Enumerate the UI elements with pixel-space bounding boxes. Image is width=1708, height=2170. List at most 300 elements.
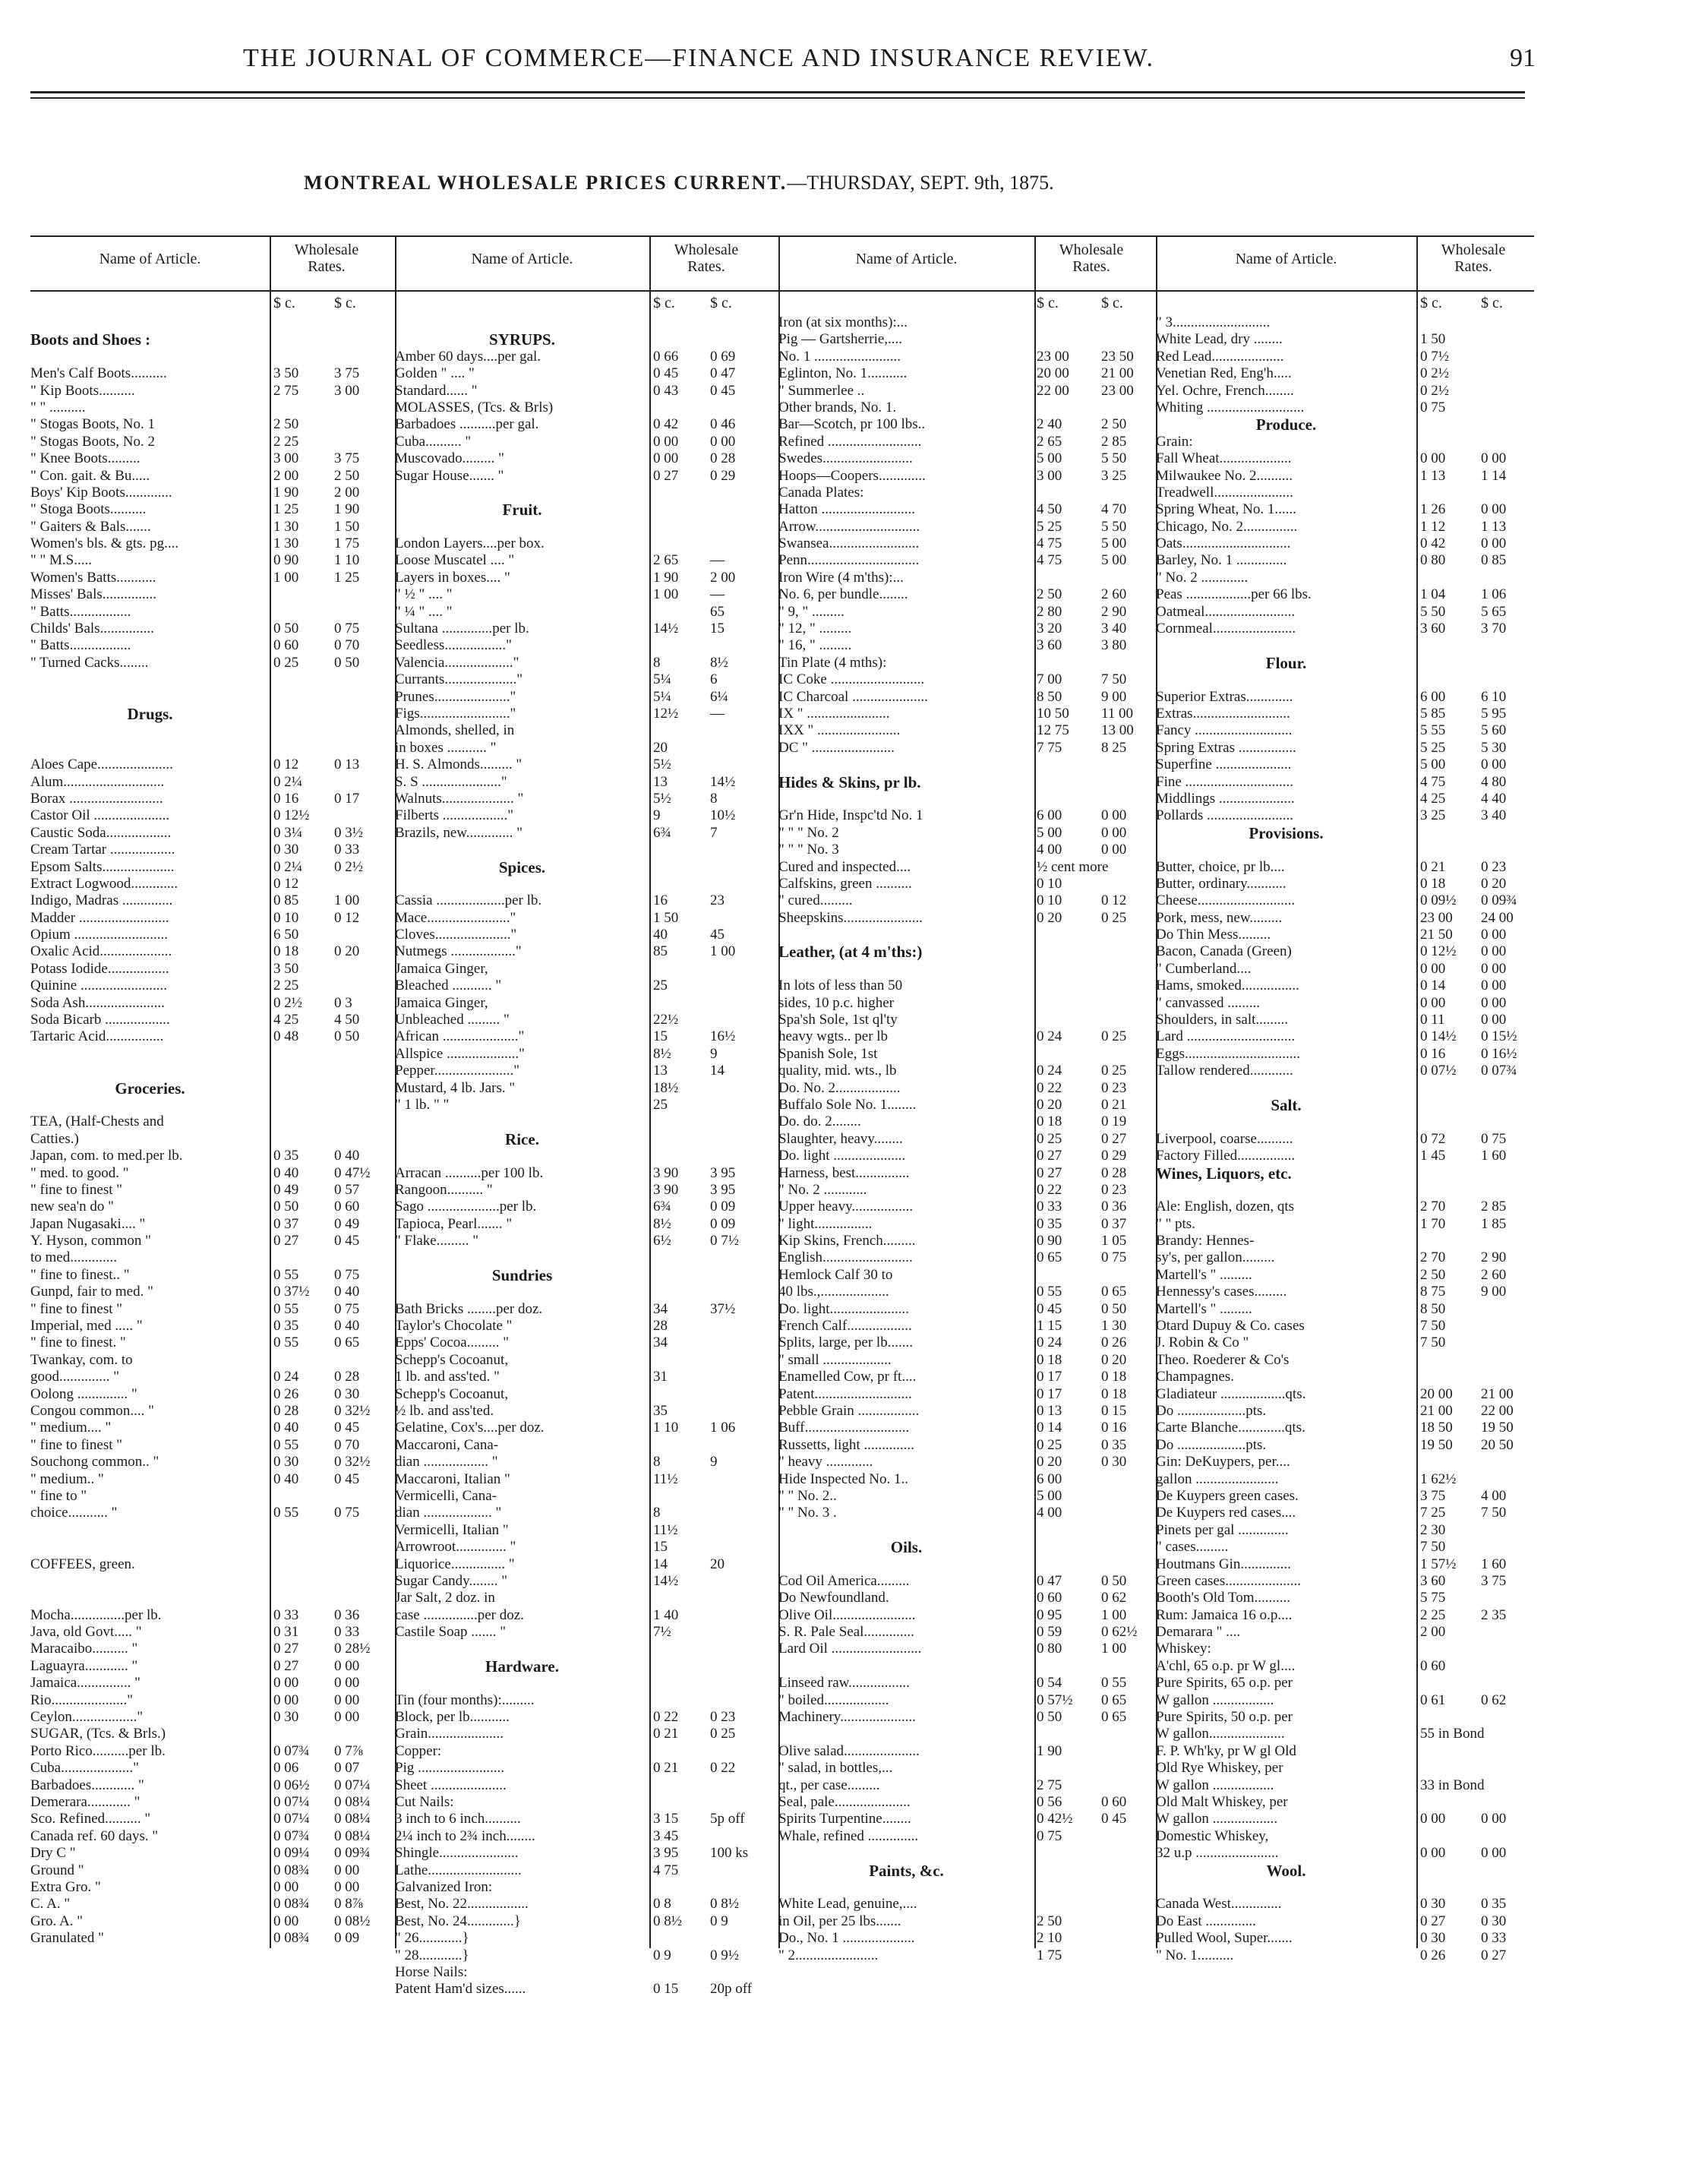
rate-low: 3 00 <box>273 450 299 467</box>
article-name: J. Robin & Co " <box>1156 1335 1249 1351</box>
rate-low: 4 75 <box>1037 535 1062 552</box>
article-name: Nutmegs .................." <box>395 943 522 960</box>
article-name: Iron (at six months):... <box>778 314 908 330</box>
rate-high: 0 50 <box>334 654 360 671</box>
rate-high: 1 00 <box>1101 1641 1127 1657</box>
rate-high: 0 37 <box>1101 1215 1127 1232</box>
article-name: Otard Dupuy & Co. cases <box>1156 1318 1305 1335</box>
article-name: Mocha...............per lb. <box>30 1606 162 1623</box>
article-name: Epps' Cocoa......... " <box>395 1335 509 1351</box>
article-name: No. 1 ........................ <box>778 348 901 365</box>
rate-high: 0 45 <box>710 382 736 399</box>
article-name: Tartaric Acid................ <box>30 1028 164 1045</box>
rate-low: 0 25 <box>1037 1436 1062 1453</box>
article-name: " " M.S..... <box>30 552 92 569</box>
article-name: " cured......... <box>778 892 853 909</box>
article-name: Schepp's Cocoanut, <box>395 1385 509 1402</box>
article-name: " 1 lb. " " <box>395 1096 450 1113</box>
rate-high: 0 15 <box>1101 1403 1127 1419</box>
article-name: Olive Oil....................... <box>778 1606 916 1623</box>
article-name: IC Coke .......................... <box>778 671 925 688</box>
article-name: Bath Bricks ........per doz. <box>395 1300 543 1317</box>
rate-low: 6 00 <box>1037 1470 1062 1487</box>
article-name: Castile Soap ....... " <box>395 1624 507 1641</box>
article-name: Dry C " <box>30 1845 76 1862</box>
rate-high: — <box>710 705 725 722</box>
rate-high: 0 00 <box>1101 807 1127 824</box>
rate-low: 0 00 <box>1420 960 1446 977</box>
rate-high: 9 00 <box>1481 1284 1507 1300</box>
rate-low: 7 00 <box>1037 671 1062 688</box>
article-name: " boiled.................. <box>778 1691 889 1708</box>
article-name: Martell's " ......... <box>1156 1300 1252 1317</box>
rate-high: 3 95 <box>710 1181 736 1198</box>
rate-low: 5 50 <box>1420 603 1446 620</box>
rate-low: 0 21 <box>1420 858 1446 875</box>
rate-high: 9 <box>710 1045 718 1062</box>
rate-high: 0 57 <box>334 1181 360 1198</box>
rate-high: 0 23 <box>1101 1079 1127 1096</box>
rate-low: 5 00 <box>1037 824 1062 841</box>
article-name: Amber 60 days....per gal. <box>395 348 541 365</box>
rate-low: 33 in Bond <box>1420 1777 1485 1793</box>
rate-high: 0 47 <box>710 365 736 382</box>
rate-high: 5 50 <box>1101 518 1127 535</box>
rate-low: 0 14 <box>1037 1420 1062 1436</box>
article-name: Laguayra............ " <box>30 1657 138 1674</box>
rate-high: 0 50 <box>1101 1300 1127 1317</box>
rate-high: 0 85 <box>1481 552 1507 569</box>
rate-low: 1 26 <box>1420 501 1446 518</box>
article-name: Sultana ..............per lb. <box>395 621 529 637</box>
rate-low: 5 00 <box>1037 450 1062 467</box>
article-name: Russetts, light .............. <box>778 1436 914 1453</box>
rate-low: 0 20 <box>1037 1096 1062 1113</box>
article-name: " " No. 3 . <box>778 1505 837 1521</box>
rate-low: 0 57½ <box>1037 1691 1073 1708</box>
rate-high: 0 45 <box>334 1470 360 1487</box>
page-number: 91 <box>1510 44 1536 72</box>
rate-low: 5¼ <box>653 688 671 705</box>
rate-low: 12 75 <box>1037 722 1069 739</box>
column-header-rates: Wholesale Rates. <box>294 242 359 275</box>
rate-low: 0 22 <box>653 1709 679 1726</box>
rate-low: 0 11 <box>1420 1012 1445 1028</box>
rate-low: 4 25 <box>1420 790 1446 807</box>
rate-low: 23 00 <box>1037 348 1069 365</box>
article-name: Spring Extras ................ <box>1156 739 1296 756</box>
rate-high: 0 19 <box>1101 1113 1127 1130</box>
rate-low: 0 18 <box>1037 1351 1062 1368</box>
article-name: Pollards ........................ <box>1156 807 1294 824</box>
rate-low: 0 15 <box>653 1981 679 1998</box>
rate-low: 0 42 <box>653 416 679 433</box>
rate-low: 11½ <box>653 1521 678 1538</box>
article-name: Linseed raw................. <box>778 1675 910 1691</box>
rate-low: 0 85 <box>273 892 299 909</box>
article-name: W gallon ................. <box>1156 1691 1274 1708</box>
article-name: good.............. " <box>30 1369 120 1385</box>
article-name: " 12, " ......... <box>778 621 852 637</box>
article-name: Gladiateur ..................qts. <box>1156 1385 1306 1402</box>
rate-high: 0 00 <box>1481 1012 1507 1028</box>
article-name: Cassia ...................per lb. <box>395 892 542 909</box>
article-name: Extract Logwood............. <box>30 875 178 892</box>
article-name: Pepper......................" <box>395 1063 519 1079</box>
rate-low: 0 31 <box>273 1624 299 1641</box>
rate-low: 0 75 <box>1037 1827 1062 1844</box>
rate-high: 0 07¼ <box>334 1777 371 1793</box>
rate-low: 0 50 <box>1037 1709 1062 1726</box>
rate-high: 8 <box>710 790 718 807</box>
rate-low: 0 3¼ <box>273 824 302 841</box>
article-name: Spices. <box>498 858 546 877</box>
rate-high: 0 50 <box>1101 1572 1127 1589</box>
article-name: Bacon, Canada (Green) <box>1156 943 1292 960</box>
rate-low: 35 <box>653 1403 668 1419</box>
rate-low: 7 25 <box>1420 1505 1446 1521</box>
rate-low: 0 00 <box>273 1691 299 1708</box>
article-name: C. A. " <box>30 1896 71 1913</box>
rate-high: 3 25 <box>1101 467 1127 484</box>
rate-low: 20 00 <box>1420 1385 1453 1402</box>
rate-high: 1 30 <box>1101 1318 1127 1335</box>
article-name: Cloves....................." <box>395 927 517 943</box>
rate-low: 3 60 <box>1420 621 1446 637</box>
rate-high: 0 00 <box>1481 1845 1507 1862</box>
rate-low: 8 <box>653 1505 661 1521</box>
article-name: Barbadoes ..........per gal. <box>395 416 539 433</box>
rate-low: 0 18 <box>1420 875 1446 892</box>
article-name: Refined .......................... <box>778 433 922 450</box>
rate-high: 0 75 <box>334 621 360 637</box>
rate-low: 0 30 <box>1420 1930 1446 1947</box>
article-name: Congou common.... " <box>30 1403 154 1419</box>
article-name: Filberts .................." <box>395 807 514 824</box>
rate-high: 0 17 <box>334 790 360 807</box>
rate-high: 1 85 <box>1481 1215 1507 1232</box>
article-name: Golden " .... " <box>395 365 475 382</box>
rate-high: 14 <box>710 1063 725 1079</box>
rate-low: 4 25 <box>273 1012 299 1028</box>
article-name: sy's, per gallon......... <box>1156 1249 1275 1266</box>
article-name: IX " ....................... <box>778 705 890 722</box>
rate-high: 3 80 <box>1101 637 1127 654</box>
article-name: In lots of less than 50 <box>778 978 903 994</box>
rate-high: 0 8½ <box>710 1896 739 1913</box>
article-name: Tallow rendered............ <box>1156 1063 1293 1079</box>
article-name: Rum: Jamaica 16 o.p.... <box>1156 1606 1293 1623</box>
article-name: Do Thin Mess......... <box>1156 927 1271 943</box>
rate-high: 0 75 <box>1481 1130 1507 1147</box>
article-name: Milwaukee No. 2.......... <box>1156 467 1293 484</box>
rate-low: 0 12½ <box>273 807 310 824</box>
article-name: Whale, refined .............. <box>778 1827 919 1844</box>
article-name: Canada West.............. <box>1156 1896 1282 1913</box>
rate-low: 0 30 <box>273 1454 299 1470</box>
rate-high: 0 08¼ <box>334 1793 371 1810</box>
rate-low: 0 27 <box>273 1657 299 1674</box>
rate-low: 3 45 <box>653 1827 679 1844</box>
rate-low: 0 48 <box>273 1028 299 1045</box>
rate-high: 2 90 <box>1481 1249 1507 1266</box>
rate-low: 0 27 <box>1037 1164 1062 1181</box>
article-name: Fruit. <box>502 501 542 520</box>
rate-low: 0 28 <box>273 1403 299 1419</box>
rate-high: 24 00 <box>1481 909 1514 926</box>
article-name: " ½ " .... " <box>395 586 453 603</box>
rate-low: 16 <box>653 892 668 909</box>
rate-low: 0 21 <box>653 1760 679 1777</box>
article-name: Mace......................." <box>395 909 516 926</box>
article-name: IC Charcoal ..................... <box>778 688 928 705</box>
article-name: Do. light .................... <box>778 1148 906 1164</box>
article-name: Hennessy's cases......... <box>1156 1284 1287 1300</box>
article-name: Sugar House....... " <box>395 467 504 484</box>
article-name: Venetian Red, Eng'h..... <box>1156 365 1292 382</box>
article-name: Galvanized Iron: <box>395 1878 493 1895</box>
rate-high: 0 00 <box>1481 1811 1507 1827</box>
rate-low: 0 20 <box>1037 1454 1062 1470</box>
dollar-cents-label: $ c. <box>710 295 732 311</box>
rate-low: 23 00 <box>1420 909 1453 926</box>
article-name: Hatton .......................... <box>778 501 915 518</box>
rate-high: 0 26 <box>1101 1335 1127 1351</box>
article-name: Brandy: Hennes- <box>1156 1233 1255 1249</box>
rate-low: 0 60 <box>273 637 299 654</box>
article-name: Bar—Scotch, pr 100 lbs.. <box>778 416 926 433</box>
rate-low: 2 30 <box>1420 1521 1446 1538</box>
rate-low: 0 00 <box>1420 1811 1446 1827</box>
dollar-cents-label: $ c. <box>1420 295 1442 311</box>
rate-low: 0 10 <box>1037 892 1062 909</box>
header-divider <box>30 290 395 292</box>
article-name: Rice. <box>505 1129 539 1148</box>
rate-low: 6½ <box>653 1233 671 1249</box>
article-name: Chicago, No. 2............... <box>1156 518 1298 535</box>
article-name: Grain: <box>1156 433 1193 450</box>
article-name: " med. to good. " <box>30 1164 129 1181</box>
article-name: to med............. <box>30 1249 117 1266</box>
article-name: Twankay, com. to <box>30 1351 133 1368</box>
article-name: " 3........................... <box>1156 314 1271 330</box>
rate-high: 0 00 <box>1481 943 1507 960</box>
article-name: " Batts................. <box>30 637 131 654</box>
rate-high: 0 49 <box>334 1215 360 1232</box>
rate-low: 21 50 <box>1420 927 1453 943</box>
rate-high: 0 60 <box>1101 1793 1127 1810</box>
article-name: in boxes ........... " <box>395 739 497 756</box>
article-name: Wines, Liquors, etc. <box>1156 1164 1292 1183</box>
rate-low: 31 <box>653 1369 668 1385</box>
rate-low: 2 25 <box>273 978 299 994</box>
rate-low: 0 40 <box>273 1470 299 1487</box>
article-name: De Kuypers red cases.... <box>1156 1505 1296 1521</box>
rate-low: 3 15 <box>653 1811 679 1827</box>
rate-high: 0 45 <box>334 1233 360 1249</box>
article-name: " fine to finest " <box>30 1300 123 1317</box>
rate-low: 0 09½ <box>1420 892 1457 909</box>
article-name: Cod Oil America......... <box>778 1572 910 1589</box>
rate-high: 4 80 <box>1481 773 1507 790</box>
rate-high: 3 75 <box>334 365 360 382</box>
rate-high: 1 05 <box>1101 1233 1127 1249</box>
article-name: Machinery..................... <box>778 1709 916 1726</box>
rate-low: 3 20 <box>1037 621 1062 637</box>
rate-low: 2 00 <box>273 467 299 484</box>
article-name: " Batts................. <box>30 603 131 620</box>
article-name: Pebble Grain ................. <box>778 1403 920 1419</box>
rate-low: 14 <box>653 1556 668 1572</box>
rate-low: 0 00 <box>1420 1845 1446 1862</box>
article-name: " fine to finest " <box>30 1181 123 1198</box>
rate-high: 0 50 <box>334 1028 360 1045</box>
rate-high: 0 16 <box>1101 1420 1127 1436</box>
rate-low: 10 50 <box>1037 705 1069 722</box>
article-name: Best, No. 22................. <box>395 1896 529 1913</box>
article-name: Do., No. 1 .................... <box>778 1930 915 1947</box>
rate-low: 7 75 <box>1037 739 1062 756</box>
rate-high: 0 35 <box>1481 1896 1507 1913</box>
rate-high: 1 10 <box>334 552 360 569</box>
rate-low: 0 06½ <box>273 1777 310 1793</box>
article-name: De Kuypers green cases. <box>1156 1487 1299 1504</box>
article-name: Quinine ........................ <box>30 978 167 994</box>
rate-low: 2 50 <box>273 416 299 433</box>
rate-low: 0 55 <box>273 1335 299 1351</box>
article-name: " Knee Boots......... <box>30 450 140 467</box>
rate-high: 7 50 <box>1101 671 1127 688</box>
rate-high: 0 21 <box>1101 1096 1127 1113</box>
rate-low: 8 <box>653 1454 661 1470</box>
article-name: Gunpd, fair to med. " <box>30 1284 153 1300</box>
rate-low: 15 <box>653 1539 668 1556</box>
article-name: Seedless................." <box>395 637 512 654</box>
rate-high: 23 50 <box>1101 348 1134 365</box>
rate-low: 0 66 <box>653 348 679 365</box>
rate-high: 0 07¾ <box>1481 1063 1517 1079</box>
article-name: Almonds, shelled, in <box>395 722 515 739</box>
rate-low: 1 25 <box>273 501 299 518</box>
rate-high: 2 60 <box>1481 1266 1507 1283</box>
rate-low: 3 50 <box>273 365 299 382</box>
rate-low: 0 00 <box>653 433 679 450</box>
rate-high: 0 00 <box>1481 535 1507 552</box>
article-name: Salt. <box>1271 1095 1302 1114</box>
article-name: " medium.. " <box>30 1470 104 1487</box>
rate-low: 0 33 <box>1037 1199 1062 1215</box>
rate-low: 2 50 <box>1420 1266 1446 1283</box>
article-name: Layers in boxes.... " <box>395 569 510 586</box>
article-name: Cornmeal....................... <box>1156 621 1296 637</box>
rate-low: 14½ <box>653 1572 679 1589</box>
rate-high: 2 00 <box>334 484 360 501</box>
price-column-2 <box>395 235 778 1998</box>
article-name: Misses' Bals............... <box>30 586 156 603</box>
article-name: Canada ref. 60 days. " <box>30 1827 159 1844</box>
rate-high: 22 00 <box>1481 1403 1514 1419</box>
rate-high: 5p off <box>710 1811 745 1827</box>
article-name: " heavy ............. <box>778 1454 873 1470</box>
rate-high: 3 70 <box>1481 621 1507 637</box>
rate-high: 0 32½ <box>334 1454 371 1470</box>
article-name: " No. 1.......... <box>1156 1947 1234 1963</box>
rate-low: 0 14½ <box>1420 1028 1457 1045</box>
article-name: 32 u.p ....................... <box>1156 1845 1279 1862</box>
article-name: Spa'sh Sole, 1st ql'ty <box>778 1012 898 1028</box>
article-name: " Kip Boots.......... <box>30 382 135 399</box>
article-name: Jamaica............... " <box>30 1675 140 1691</box>
article-name: Do East .............. <box>1156 1913 1256 1929</box>
rate-high: 0 00 <box>1101 824 1127 841</box>
rate-high: 0 20 <box>334 943 360 960</box>
article-name: Barley, No. 1 .............. <box>1156 552 1287 569</box>
rate-low: 0 35 <box>1037 1215 1062 1232</box>
rate-high: 8 25 <box>1101 739 1127 756</box>
rate-low: 4 50 <box>1037 501 1062 518</box>
article-name: Prunes....................." <box>395 688 516 705</box>
rate-high: 6 10 <box>1481 688 1507 705</box>
rate-low: 85 <box>653 943 668 960</box>
rate-high: 19 50 <box>1481 1420 1514 1436</box>
article-name: Butter, choice, pr lb.... <box>1156 858 1285 875</box>
article-name: Peas ..................per 66 lbs. <box>1156 586 1312 603</box>
rate-low: 1 50 <box>1420 331 1446 348</box>
rate-low: 3 50 <box>273 960 299 977</box>
rate-high: 0 28 <box>334 1369 360 1385</box>
rate-low: 0 18 <box>1037 1113 1062 1130</box>
rate-low: 0 07¼ <box>273 1793 310 1810</box>
article-name: Lard .............................. <box>1156 1028 1296 1045</box>
column-header-rates: Wholesale Rates. <box>674 242 739 275</box>
article-name: Shingle...................... <box>395 1845 519 1862</box>
article-name: dian .................. " <box>395 1454 498 1470</box>
rate-low: 0 26 <box>273 1385 299 1402</box>
rate-low: 0 17 <box>1037 1385 1062 1402</box>
article-name: Opium .......................... <box>30 927 169 943</box>
column-header-name: Name of Article. <box>855 251 958 267</box>
article-name: Pulled Wool, Super....... <box>1156 1930 1293 1947</box>
rate-high: 0 09 <box>334 1930 360 1947</box>
rate-low: 55 in Bond <box>1420 1726 1485 1742</box>
rate-low: 2 75 <box>273 382 299 399</box>
rate-low: 0 50 <box>273 621 299 637</box>
rate-high: 0 20 <box>1481 875 1507 892</box>
article-name: Whiting ........................... <box>1156 399 1305 415</box>
rate-low: 0 00 <box>273 1675 299 1691</box>
rate-low: 0 61 <box>1420 1691 1446 1708</box>
rate-low: 0 55 <box>273 1300 299 1317</box>
journal-title: THE JOURNAL OF COMMERCE—FINANCE AND INSURANCE REVIEW. <box>243 44 1155 72</box>
price-column-3 <box>778 235 1156 1963</box>
rate-low: 0 30 <box>273 1709 299 1726</box>
rate-low: 6¾ <box>653 1199 671 1215</box>
rate-low: 0 07¼ <box>273 1811 310 1827</box>
rate-high: 21 00 <box>1481 1385 1514 1402</box>
rate-low: 4 00 <box>1037 842 1062 858</box>
article-name: Do ...................pts. <box>1156 1436 1267 1453</box>
rate-high: 0 00 <box>1101 842 1127 858</box>
rate-high: 0 23 <box>710 1709 736 1726</box>
article-name: Oats.............................. <box>1156 535 1291 552</box>
rate-low: 0 27 <box>273 1233 299 1249</box>
article-name: Do. No. 2.................. <box>778 1079 901 1096</box>
article-name: Superfine ..................... <box>1156 756 1292 773</box>
article-name: Granulated " <box>30 1930 104 1947</box>
rate-low: 0 7½ <box>1420 348 1449 365</box>
rate-high: 0 12 <box>334 909 360 926</box>
rate-high: 0 7½ <box>710 1233 739 1249</box>
